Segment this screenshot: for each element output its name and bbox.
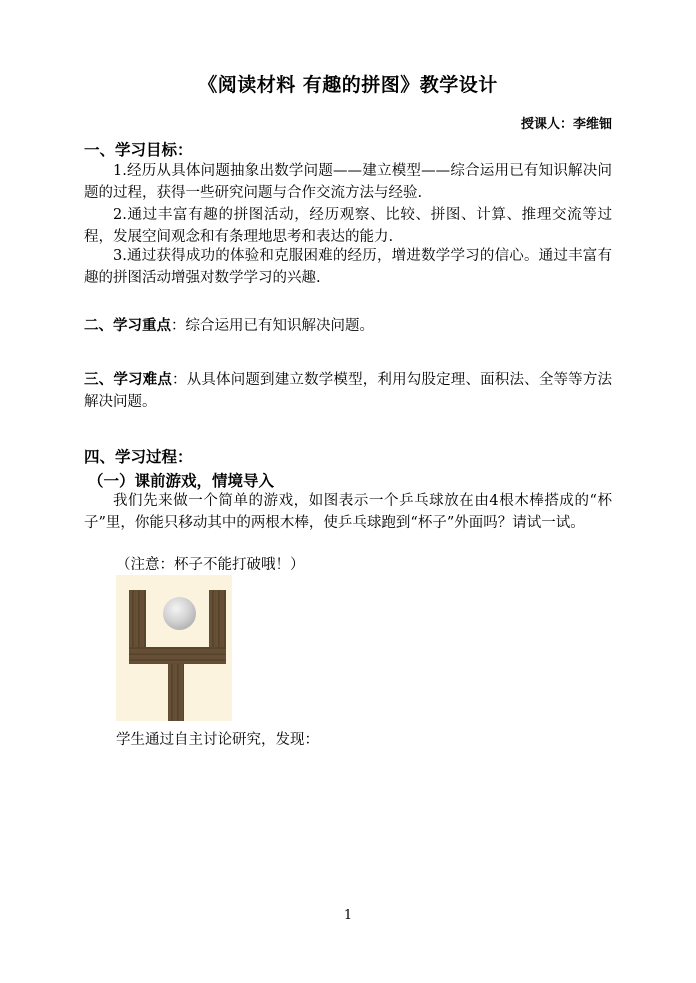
discovery-text: 学生通过自主讨论研究，发现： <box>116 732 319 748</box>
game-intro: 我们先来做一个简单的游戏，如图表示一个乒乓球放在由4根木棒搭成的“杯子”里，你能只移动其中的两根木棒，使乒乓球跑到“杯子”外面吗？请试一试。 <box>84 493 612 531</box>
page-number: 1 <box>343 908 353 923</box>
section-focus <box>84 315 612 337</box>
author-line: 授课人：李维钿 <box>520 117 612 132</box>
difficulty-label: 三、学习难点 <box>84 371 173 388</box>
stick-bottom <box>129 647 226 664</box>
section-difficulty <box>84 369 612 413</box>
goal-item-1: 1.经历从具体问题抽象出数学问题——建立模型——综合运用已有知识解决问题的过程，获得一些研究问题与合作交流方法与经验. <box>84 163 612 201</box>
section-heading-goals: 一、学习目标： <box>84 140 193 159</box>
section-heading-process: 四、学习过程： <box>84 447 193 466</box>
sub-heading-game: （一）课前游戏，情境导入 <box>88 471 275 490</box>
stick-stem <box>168 664 184 721</box>
cup-sticks-figure <box>116 575 232 721</box>
goal-item-3: 3.通过获得成功的体验和克服困难的经历，增进数学学习的信心。通过丰富有趣的拼图活动增强对数学学习的兴趣. <box>84 248 612 286</box>
document-title: 《阅读材料 有趣的拼图》教学设计 <box>198 74 498 96</box>
focus-label: 二、学习重点 <box>84 317 171 334</box>
ping-pong-ball <box>163 597 196 630</box>
focus-text: ：综合运用已有知识解决问题。 <box>171 318 374 334</box>
goal-item-2: 2.通过丰富有趣的拼图活动，经历观察、比较、拼图、计算、推理交流等过程，发展空间观念和有条理地思考和表达的能力. <box>84 207 612 245</box>
game-note: （注意：杯子不能打破哦！） <box>116 557 305 573</box>
difficulty-text: ：从具体问题到建立数学模型，利用勾股定理、面积法、全等等方法解决问题。 <box>84 372 612 410</box>
